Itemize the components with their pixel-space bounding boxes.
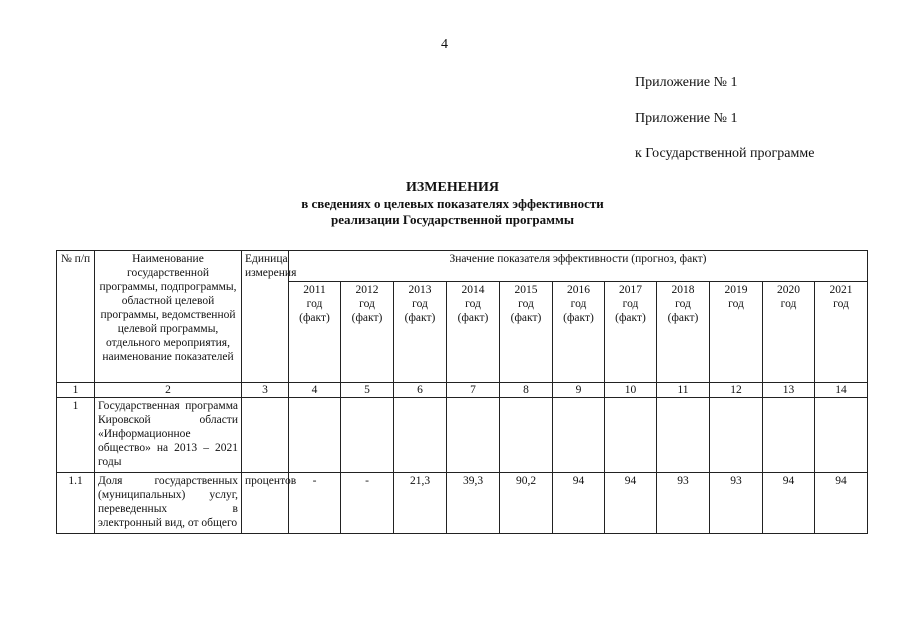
header-year-2020 bbox=[763, 282, 815, 383]
row-value bbox=[605, 398, 657, 473]
row-value: - bbox=[289, 473, 341, 534]
row-value: 39,3 bbox=[447, 473, 500, 534]
row-unit: процентов bbox=[242, 473, 289, 534]
header-year-word: год bbox=[570, 298, 587, 310]
column-number: 3 bbox=[242, 383, 289, 398]
appendix-line-1: Приложение № 1 bbox=[635, 75, 738, 90]
row-value bbox=[657, 398, 710, 473]
header-year-2018 bbox=[657, 282, 710, 383]
column-number: 14 bbox=[815, 383, 868, 398]
row-value bbox=[553, 398, 605, 473]
header-year-2016 bbox=[553, 282, 605, 383]
table-row bbox=[57, 398, 868, 473]
column-number: 1 bbox=[57, 383, 95, 398]
header-year-word: год bbox=[833, 298, 849, 310]
header-year-word: год bbox=[675, 298, 691, 310]
header-year-label: 2020 bbox=[777, 284, 800, 296]
header-year-2015 bbox=[500, 282, 553, 383]
row-value: 94 bbox=[815, 473, 868, 534]
appendix-line-3: к Государственной программе bbox=[635, 146, 815, 161]
row-value: 93 bbox=[657, 473, 710, 534]
document-title bbox=[0, 180, 905, 228]
row-value: 94 bbox=[605, 473, 657, 534]
row-value: 90,2 bbox=[500, 473, 553, 534]
header-year-2019 bbox=[710, 282, 763, 383]
header-year-2013 bbox=[394, 282, 447, 383]
header-unit: Единица измерения bbox=[242, 251, 289, 383]
row-value: 21,3 bbox=[394, 473, 447, 534]
row-value: - bbox=[341, 473, 394, 534]
header-year-label: 2018 bbox=[671, 284, 695, 296]
header-year-label: 2017 bbox=[619, 284, 642, 296]
column-number: 8 bbox=[500, 383, 553, 398]
header-num: № п/п bbox=[57, 251, 95, 383]
header-year-note: (факт) bbox=[510, 312, 542, 324]
row-name: Государственная программа Кировской области «Информационное общество» на 2013 – 2021 годы bbox=[95, 398, 242, 473]
header-year-word: год bbox=[728, 298, 744, 310]
title-main: ИЗМЕНЕНИЯ bbox=[406, 180, 499, 195]
row-value bbox=[815, 398, 868, 473]
row-value bbox=[289, 398, 341, 473]
header-year-word: год bbox=[465, 298, 481, 310]
column-number: 7 bbox=[447, 383, 500, 398]
header-year-label: 2013 bbox=[408, 284, 432, 296]
header-year-2021 bbox=[815, 282, 868, 383]
page-number: 4 bbox=[441, 37, 448, 52]
appendix-line-2: Приложение № 1 bbox=[635, 111, 738, 126]
header-year-word: год bbox=[412, 298, 428, 310]
table-row bbox=[57, 473, 868, 534]
header-year-note: (факт) bbox=[351, 312, 383, 324]
header-year-label: 2014 bbox=[461, 284, 485, 296]
header-year-note: (факт) bbox=[404, 312, 436, 324]
column-number: 5 bbox=[341, 383, 394, 398]
header-year-label: 2012 bbox=[355, 284, 379, 296]
row-value: 93 bbox=[710, 473, 763, 534]
row-value bbox=[500, 398, 553, 473]
header-year-label: 2015 bbox=[514, 284, 538, 296]
row-num: 1.1 bbox=[57, 473, 95, 534]
header-year-label: 2021 bbox=[829, 284, 853, 296]
column-number: 9 bbox=[553, 383, 605, 398]
header-name: Наименование государственной программы, подпрограммы, областной целевой программы, ведомственной целевой программы, отдельного мероприятия, наименование показателей bbox=[95, 251, 242, 383]
header-year-word: год bbox=[780, 298, 797, 310]
row-value: 94 bbox=[763, 473, 815, 534]
header-year-word: год bbox=[359, 298, 375, 310]
header-year-2017 bbox=[605, 282, 657, 383]
header-year-note: (факт) bbox=[457, 312, 489, 324]
column-number: 2 bbox=[95, 383, 242, 398]
title-line-2: в сведениях о целевых показателях эффективности bbox=[301, 196, 604, 211]
column-number: 10 bbox=[605, 383, 657, 398]
header-year-note: (факт) bbox=[615, 312, 646, 324]
column-number: 6 bbox=[394, 383, 447, 398]
header-year-note: (факт) bbox=[299, 312, 330, 324]
row-unit bbox=[242, 398, 289, 473]
row-value: 94 bbox=[553, 473, 605, 534]
row-value bbox=[763, 398, 815, 473]
header-year-word: год bbox=[306, 298, 323, 310]
header-year-note: (факт) bbox=[667, 312, 699, 324]
header-row bbox=[57, 251, 868, 282]
row-value bbox=[447, 398, 500, 473]
row-name: Доля государственных (муниципальных) услуг, переведенных в электронный вид, от общего bbox=[95, 473, 242, 534]
header-year-label: 2019 bbox=[724, 284, 748, 296]
header-year-2011 bbox=[289, 282, 341, 383]
header-year-word: год bbox=[622, 298, 639, 310]
row-value bbox=[341, 398, 394, 473]
indicators-table bbox=[56, 250, 868, 534]
row-value bbox=[710, 398, 763, 473]
header-year-note: (факт) bbox=[563, 312, 594, 324]
title-line-3: реализации Государственной программы bbox=[331, 212, 574, 227]
column-number: 11 bbox=[657, 383, 710, 398]
column-number: 4 bbox=[289, 383, 341, 398]
header-year-2012 bbox=[341, 282, 394, 383]
header-year-label: 2011 bbox=[303, 284, 326, 296]
row-num: 1 bbox=[57, 398, 95, 473]
column-number: 12 bbox=[710, 383, 763, 398]
column-number-row bbox=[57, 383, 868, 398]
row-value bbox=[394, 398, 447, 473]
header-value-group: Значение показателя эффективности (прогноз, факт) bbox=[289, 251, 868, 282]
header-year-word: год bbox=[518, 298, 534, 310]
header-year-2014 bbox=[447, 282, 500, 383]
column-number: 13 bbox=[763, 383, 815, 398]
header-year-label: 2016 bbox=[567, 284, 590, 296]
